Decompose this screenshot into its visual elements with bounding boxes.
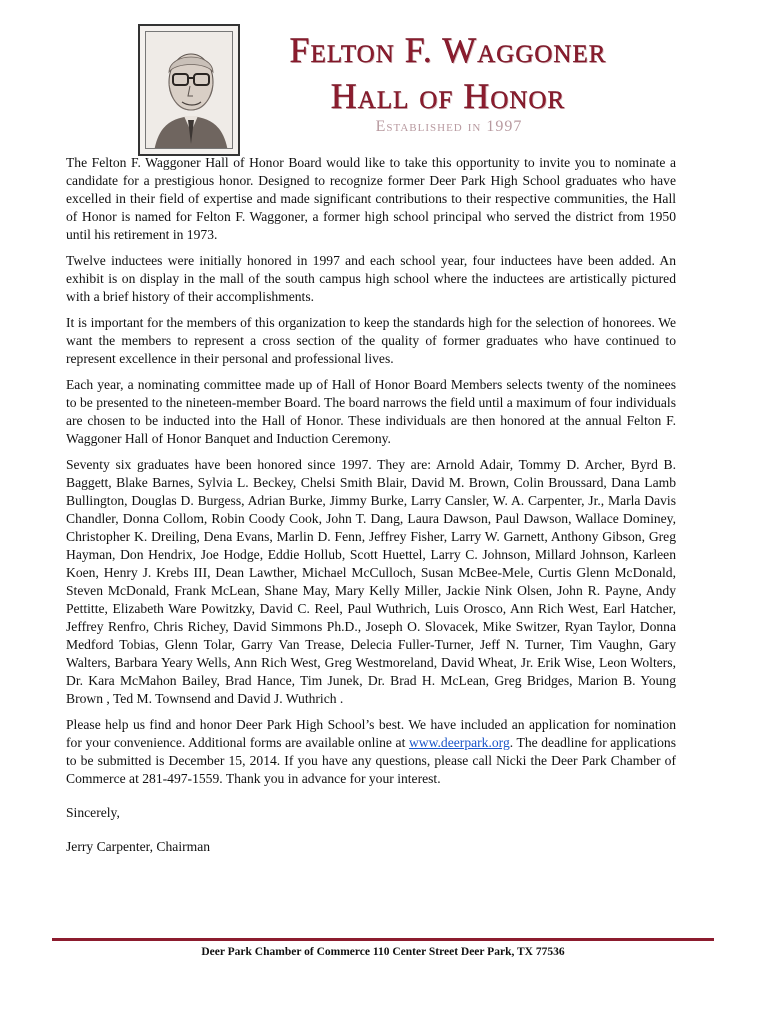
paragraph-standards: It is important for the members of this organization to keep the standards high for the selection of honorees. We want the members to represent a cross section of the quality of former graduates who have continued to represent excellence in their personal and professional lives. xyxy=(66,315,676,366)
closing: Sincerely, xyxy=(66,805,120,820)
letter-body xyxy=(66,154,676,864)
portrait-sketch-icon xyxy=(146,32,233,149)
established-subtitle: Established in 1997 xyxy=(375,118,523,135)
footer-divider xyxy=(52,938,714,941)
signature: Jerry Carpenter, Chairman xyxy=(66,839,211,854)
cta-text-end: . The deadline for applications to be submitted is December 15, 2014. If you have any questions, please call Nicki the Deer Park Chamber of Commerce at 281-497-1559. Thank you in advance for your interest. xyxy=(66,735,676,786)
paragraph-inductees: Twelve inductees were initially honored in 1997 and each school year, four inductees have been added. An exhibit is on display in the mall of the south campus high school where the inductees are artistically pictured with a brief history of their accomplishments. xyxy=(66,253,676,304)
portrait-photo xyxy=(138,24,240,156)
cta-text-start: Please help us find and honor Deer Park High School’s best. We have included an application for nomination for your convenience. Additional forms are available online at xyxy=(66,717,676,750)
title-line-1: Felton F. Waggoner xyxy=(289,30,607,70)
title-line-2: Hall of Honor xyxy=(330,76,566,116)
website-link[interactable]: www.deerpark.org xyxy=(408,735,510,750)
paragraph-honorees-list: Seventy six graduates have been honored since 1997. They are: Arnold Adair, Tommy D. Archer, Byrd B. Baggett, Blake Barnes, Sylvia L. Beckey, Chelsi Smith Blair, David M. Brown, Colin Broussard, Dana Lamb Bullington, Douglas D. Burgess, Adrian Burke, Jimmy Burke, Larry Cansler, W. A. Carpenter, Jr., Marla Davis Chandler, Donna Collom, Robin Coody Cook, John T. Dang, Laura Dawson, Paul Dawson, Wallace Dominey, Christopher K. Dreiling, Dena Evans, Marlin D. Fenn, Jeffrey Fisher, Larry W. Garnett, Anthony Gibson, Greg Hayman, Don Hendrix, Joe Hodge, Eddie Hollub, Scott Huettel, Larry C. Johnson, Millard Johnson, Karleen Koen, Henry J. Krebs III, Dean Lawther, Michael McCulloch, Susan McBee-Mele, Curtis Glenn McDonald, Steven McDonald, Frank McLean, Shane May, Mary Kelly Miller, Jackie Nink Olsen, John R. Payne, Andy Pettitte, Elizabeth Ware Powitzky, David C. Reel, Paul Wuthrich, Luis Orosco, Ann Rich West, Earl Hatcher, Jeffrey Renfro, Chris Richey, David Simmons Ph.D., Joseph O. Slovacek, Mike Switzer, Ryan Taylor, Donna Medford Tobias, Glenn Tolar, Garry Van Trease, Delecia Fuller-Turner, Jeff N. Turner, Tim Vaughn, Gary Walters, Barbara Yeary Wells, Ann Rich West, Greg Westmoreland, David Wheat, Jr. Erik Wise, Leon Wolters, Dr. Kara McMahon Bailey, Brad Hance, Tim Junek, Dr. Brad H. McLean, Greg Bridges, Marion B. Young Brown , Ted M. Townsend and David J. Wuthrich . xyxy=(66,457,676,706)
paragraph-intro: The Felton F. Waggoner Hall of Honor Board would like to take this opportunity to invite you to nominate a candidate for a prestigious honor. Designed to recognize former Deer Park High School graduates who have excelled in their field of expertise and made significant contributions to their respective communities, the Hall of Honor is named for Felton F. Waggoner, a former high school principal who served the district from 1950 until his retirement in 1973. xyxy=(66,155,676,242)
paragraph-call-to-action xyxy=(66,716,676,788)
footer-address: Deer Park Chamber of Commerce 110 Center Street Deer Park, TX 77536 xyxy=(201,946,565,958)
paragraph-committee: Each year, a nominating committee made up of Hall of Honor Board Members selects twenty of the nominees to be presented to the nineteen-member Board. The board narrows the field until a maximum of four individuals are chosen to be inducted into the Hall of Honor. These individuals are then honored at the annual Felton F. Waggoner Hall of Honor Banquet and Induction Ceremony. xyxy=(66,377,676,446)
